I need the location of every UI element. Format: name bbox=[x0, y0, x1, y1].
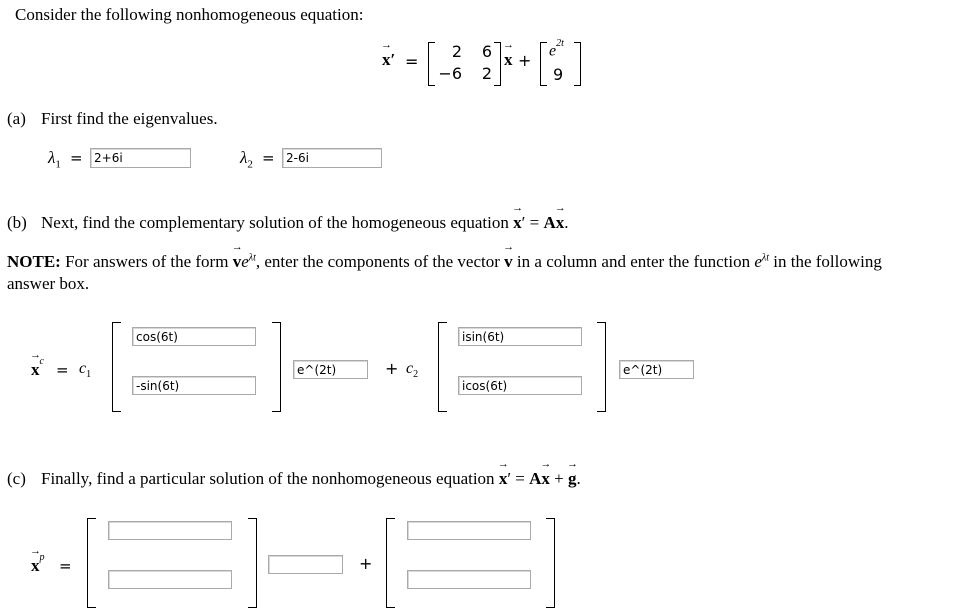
xp-symbol: → $x^p$ bbox=[31, 556, 45, 576]
note-label: NOTE: bbox=[7, 252, 61, 271]
part-a-text: First find the eigenvalues. bbox=[41, 109, 218, 128]
v1-bracket-left bbox=[112, 322, 121, 412]
forcing-g1: $e^{2t}$ bbox=[549, 38, 564, 60]
pv1-bracket-right bbox=[248, 518, 257, 608]
lambda1-label: $\lambda_1$ bbox=[48, 148, 61, 171]
particular-v1-top-input[interactable] bbox=[108, 521, 232, 540]
particular-v2-bottom-input[interactable] bbox=[407, 570, 531, 589]
lambda2-label: $\lambda_2$ bbox=[240, 148, 253, 171]
lambda1-equals: = bbox=[70, 149, 83, 167]
pv2-bracket-left bbox=[386, 518, 395, 608]
matrix-a21: −6 bbox=[438, 64, 462, 83]
pv2-bracket-right bbox=[546, 518, 555, 608]
part-b-text: Next, find the complementary solution of the homogeneous equation → x′ = A→ x. bbox=[41, 213, 568, 233]
matrix-a12: 6 bbox=[481, 42, 492, 61]
forcing-bracket-left bbox=[540, 42, 547, 86]
x-vector-rhs: → x bbox=[504, 50, 513, 70]
part-c-text: Finally, find a particular solution of the nonhomogeneous equation → x′ = A→ x + → g. bbox=[41, 469, 581, 489]
v2-bracket-left bbox=[438, 322, 447, 412]
v2-top-input[interactable]: isin(6t) bbox=[458, 327, 582, 346]
f1-input[interactable]: e^(2t) bbox=[293, 360, 368, 379]
particular-f-input[interactable] bbox=[268, 555, 343, 574]
particular-v2-top-input[interactable] bbox=[407, 521, 531, 540]
part-a-label: (a) bbox=[7, 109, 26, 128]
f2-input[interactable]: e^(2t) bbox=[619, 360, 694, 379]
equation-equals: = bbox=[405, 52, 419, 71]
complementary-plus: + bbox=[385, 359, 399, 378]
v1-bottom-input[interactable]: -sin(6t) bbox=[132, 376, 256, 395]
note-line1: NOTE: For answers of the form → $ve^{\lambda t}$, enter the components of the vector → v in a column and enter the function $e^{\lambda t}$ in the following bbox=[7, 252, 882, 272]
particular-plus: + bbox=[359, 554, 373, 573]
matrix-bracket-left bbox=[428, 42, 435, 86]
xc-symbol: → $x^c$ bbox=[31, 360, 44, 380]
note-line2: answer box. bbox=[7, 274, 90, 293]
matrix-a11: 2 bbox=[451, 42, 462, 61]
lambda2-equals: = bbox=[262, 149, 275, 167]
forcing-bracket-right bbox=[574, 42, 581, 86]
v1-bracket-right bbox=[272, 322, 281, 412]
xc-equals: = bbox=[56, 361, 69, 379]
c1-symbol: $c_1$ bbox=[79, 360, 92, 381]
matrix-bracket-right bbox=[494, 42, 501, 86]
v1-top-input[interactable]: cos(6t) bbox=[132, 327, 256, 346]
matrix-a22: 2 bbox=[481, 64, 492, 83]
part-c-label: (c) bbox=[7, 469, 26, 488]
v2-bottom-input[interactable]: icos(6t) bbox=[458, 376, 582, 395]
forcing-g2: 9 bbox=[553, 65, 564, 84]
particular-v1-bottom-input[interactable] bbox=[108, 570, 232, 589]
pv1-bracket-left bbox=[87, 518, 96, 608]
c2-symbol: $c_2$ bbox=[406, 360, 419, 381]
x-vector-symbol: → x bbox=[382, 50, 391, 70]
v2-bracket-right bbox=[597, 322, 606, 412]
equation-plus: + bbox=[518, 51, 532, 70]
lambda1-input[interactable]: 2+6i bbox=[90, 148, 191, 168]
lambda2-input[interactable]: 2-6i bbox=[282, 148, 382, 168]
intro-text: Consider the following nonhomogeneous equation: bbox=[15, 5, 364, 24]
xp-equals: = bbox=[59, 557, 72, 575]
part-b-label: (b) bbox=[7, 213, 27, 232]
